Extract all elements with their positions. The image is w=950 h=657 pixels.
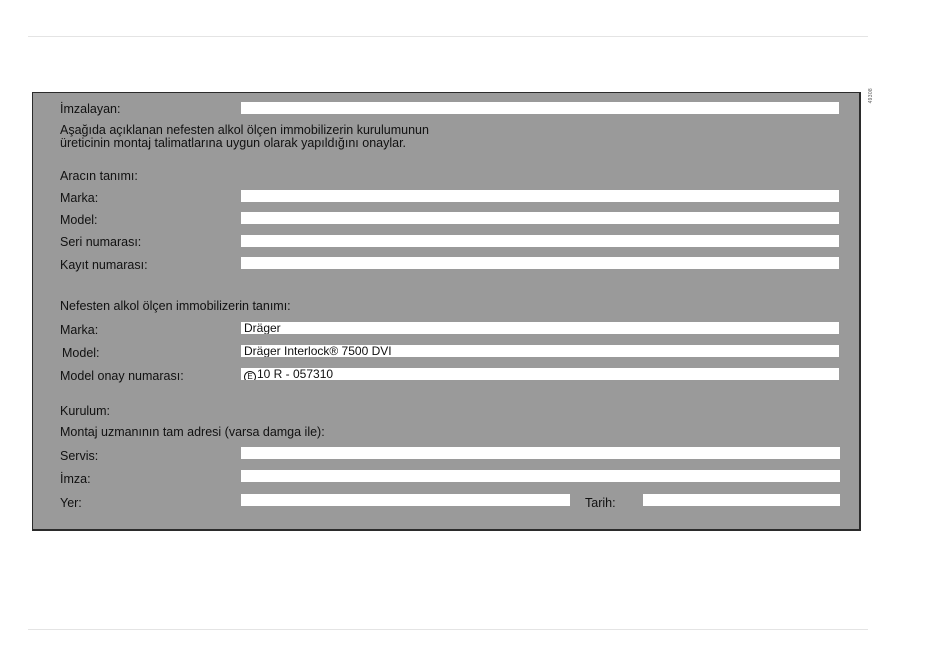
device-model-label: Model: bbox=[62, 346, 100, 360]
vehicle-serial-label: Seri numarası: bbox=[60, 235, 142, 249]
e-mark-icon: E bbox=[244, 371, 256, 380]
device-heading: Nefesten alkol ölçen immobilizerin tanımı: bbox=[60, 299, 291, 313]
device-brand-label: Marka: bbox=[60, 323, 99, 337]
date-field[interactable] bbox=[643, 494, 840, 506]
top-divider bbox=[28, 36, 868, 37]
vehicle-registration-label: Kayıt numarası: bbox=[60, 258, 148, 272]
signature-label: İmza: bbox=[60, 472, 91, 486]
device-brand-field[interactable]: Dräger bbox=[241, 322, 839, 334]
approval-number-field[interactable] bbox=[241, 368, 839, 380]
installation-heading: Kurulum: bbox=[60, 404, 111, 418]
signatory-field[interactable] bbox=[241, 102, 839, 114]
installer-address-label: Montaj uzmanının tam adresi (varsa damga ile): bbox=[60, 425, 325, 439]
statement-line-1: Aşağıda açıklanan nefesten alkol ölçen immobilizerin kurulumunun bbox=[60, 123, 429, 137]
date-label: Tarih: bbox=[585, 496, 616, 510]
statement-line-2: üreticinin montaj talimatlarına uygun olarak yapıldığını onaylar. bbox=[60, 136, 407, 150]
device-model-field[interactable]: Dräger Interlock® 7500 DVI bbox=[241, 345, 839, 357]
signatory-label: İmzalayan: bbox=[60, 102, 121, 116]
document-code: 49308 bbox=[868, 88, 874, 104]
service-field[interactable] bbox=[241, 447, 840, 459]
vehicle-brand-field[interactable] bbox=[241, 190, 839, 202]
vehicle-heading: Aracın tanımı: bbox=[60, 169, 138, 183]
bottom-divider bbox=[28, 629, 868, 630]
place-label: Yer: bbox=[60, 496, 82, 510]
vehicle-model-field[interactable] bbox=[241, 212, 839, 224]
signature-field[interactable] bbox=[241, 470, 840, 482]
approval-number-value: 10 R - 057310 bbox=[257, 368, 334, 380]
certification-statement bbox=[60, 124, 429, 150]
vehicle-brand-label: Marka: bbox=[60, 191, 99, 205]
service-label: Servis: bbox=[60, 449, 99, 463]
vehicle-model-label: Model: bbox=[60, 213, 98, 227]
place-field[interactable] bbox=[241, 494, 570, 506]
vehicle-registration-field[interactable] bbox=[241, 257, 839, 269]
vehicle-serial-field[interactable] bbox=[241, 235, 839, 247]
approval-number-label: Model onay numarası: bbox=[60, 369, 184, 383]
installation-certificate-form bbox=[32, 92, 861, 531]
